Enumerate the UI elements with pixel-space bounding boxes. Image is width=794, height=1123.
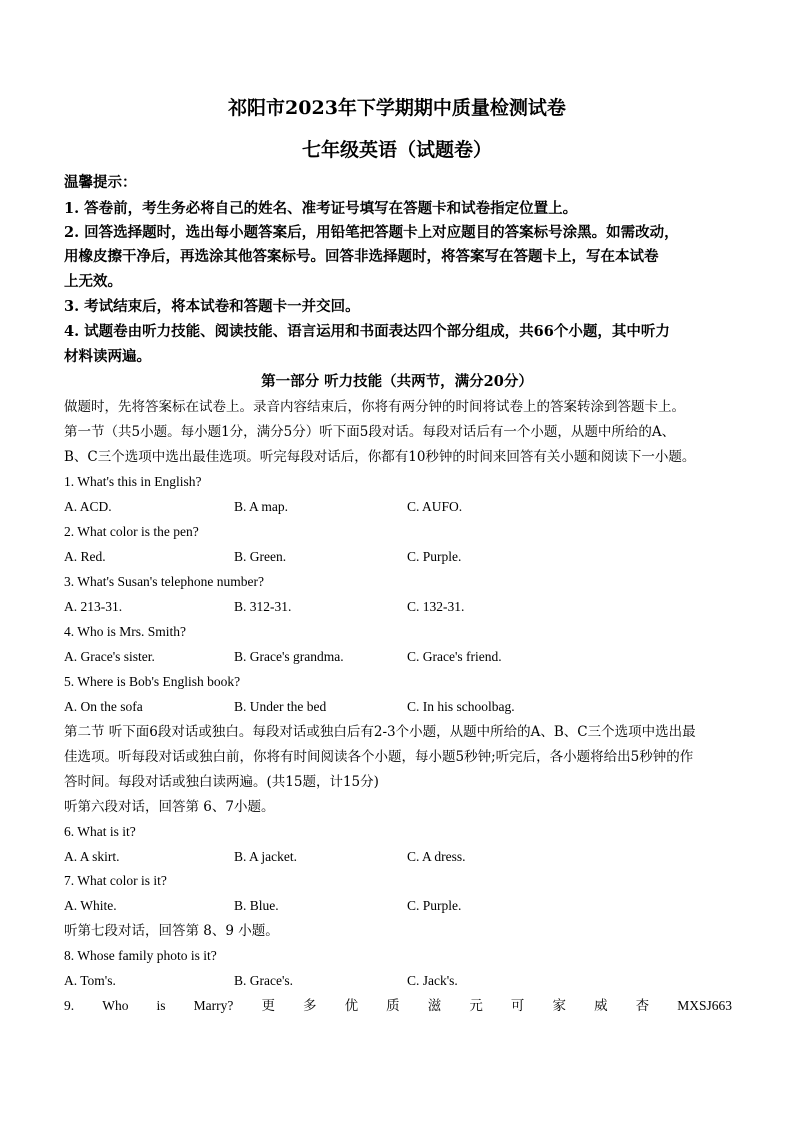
option-a: A. Grace's sister. [64, 649, 155, 664]
exam-subtitle: 七年级英语（试题卷） [301, 139, 492, 161]
option-a: A. White. [64, 898, 117, 913]
question-7: 7. What color is it? [64, 873, 167, 888]
exam-title: 祁阳市2023年下学期期中质量检测试卷 [228, 97, 566, 119]
notice-line: 用橡皮擦干净后，再选涂其他答案标号。回答非选择题时，将答案写在答题卡上，写在本试卷 [64, 248, 659, 265]
question-9-token: Marry? [193, 998, 234, 1013]
option-c: C. A dress. [407, 849, 466, 864]
question-6: 6. What is it? [64, 824, 136, 839]
notice-line: 2. 回答选择题时，选出每小题答案后，用铅笔把答题卡上对应题目的答案标号涂黑。如需改动， [64, 224, 679, 241]
watermark-token: 家 [552, 998, 566, 1013]
option-b: B. 312-31. [234, 599, 292, 614]
section2-instruction: 第二节 听下面6段对话或独白。每段对话或独白后有2-3个小题，从题中所给的A、B、C三个选项中选出最 [64, 724, 696, 740]
option-a: A. A skirt. [64, 849, 120, 864]
question-9-line [64, 996, 732, 1016]
watermark-token: 质 [386, 998, 400, 1013]
part1-intro: 做题时，先将答案标在试卷上。录音内容结束后，你将有两分钟的时间将试卷上的答案转涂到答题卡上。 [64, 399, 685, 415]
option-a: A. 213-31. [64, 599, 123, 614]
option-b: B. Under the bed [234, 699, 327, 714]
option-b: B. Grace's grandma. [234, 649, 344, 664]
option-b: B. Blue. [234, 898, 279, 913]
option-c: C. In his schoolbag. [407, 699, 515, 714]
option-a: A. ACD. [64, 499, 112, 514]
watermark-token: 优 [344, 998, 359, 1013]
option-c: C. AUFO. [407, 499, 463, 514]
option-a: A. On the sofa [64, 699, 143, 714]
question-3: 3. What's Susan's telephone number? [64, 574, 264, 589]
watermark-token: 威 [594, 998, 608, 1013]
question-9-token: 9. [64, 998, 75, 1013]
option-b: B. A jacket. [234, 849, 297, 864]
notice-heading: 温馨提示： [64, 174, 137, 191]
option-c: C. Jack's. [407, 973, 458, 988]
option-a: A. Red. [64, 549, 106, 564]
watermark-token: 滋 [427, 998, 442, 1013]
section2-instruction: 佳选项。听每段对话或独白前，你将有时间阅读各个小题，每小题5秒钟;听完后，各小题将给出5秒钟的作 [64, 749, 694, 765]
question-2: 2. What color is the pen? [64, 524, 199, 539]
section2-instruction: 答时间。每段对话或独白读两遍。(共15题，计15分) [64, 774, 379, 790]
notice-line: 材料读两遍。 [64, 348, 151, 365]
question-8: 8. Whose family photo is it? [64, 948, 217, 963]
section1-instruction: 第一节（共5小题。每小题1分，满分5分）听下面5段对话。每段对话后有一个小题，从题中所给的A、 [64, 424, 676, 440]
option-c: C. 132-31. [407, 599, 465, 614]
option-c: C. Purple. [407, 549, 462, 564]
notice-line: 3. 考试结束后，将本试卷和答题卡一并交回。 [64, 298, 360, 315]
notice-line: 上无效。 [64, 273, 122, 290]
watermark-token: 杏 [635, 998, 650, 1013]
notice-line: 4. 试题卷由听力技能、阅读技能、语言运用和书面表达四个部分组成，共66个小题，其中听力 [64, 323, 670, 340]
question-1: 1. What's this in English? [64, 474, 202, 489]
question-5: 5. Where is Bob's English book? [64, 674, 241, 689]
watermark-code: MXSJ663 [677, 998, 732, 1013]
option-c: C. Grace's friend. [407, 649, 502, 664]
dialog-7-instruction: 听第七段对话，回答第 8、9 小题。 [64, 923, 279, 939]
question-4: 4. Who is Mrs. Smith? [64, 624, 187, 639]
watermark-token: 可 [510, 998, 525, 1013]
option-c: C. Purple. [407, 898, 462, 913]
question-9-token: Who [102, 998, 129, 1013]
section1-instruction: B、C三个选项中选出最佳选项。听完每段对话后，你都有10秒钟的时间来回答有关小题和阅读下一小题。 [64, 449, 696, 465]
option-b: B. Green. [234, 549, 287, 564]
dialog-6-instruction: 听第六段对话，回答第 6、7小题。 [64, 799, 275, 815]
question-9-token: is [156, 998, 166, 1013]
watermark-token: 多 [303, 998, 317, 1013]
notice-line: 1. 答卷前，考生务必将自己的姓名、准考证号填写在答题卡和试卷指定位置上。 [64, 200, 578, 217]
option-a: A. Tom's. [64, 973, 116, 988]
watermark-token: 元 [469, 998, 483, 1013]
watermark-token: 更 [261, 998, 275, 1013]
option-b: B. Grace's. [234, 973, 294, 988]
option-b: B. A map. [234, 499, 289, 514]
part1-heading: 第一部分 听力技能（共两节，满分20分） [261, 373, 533, 390]
